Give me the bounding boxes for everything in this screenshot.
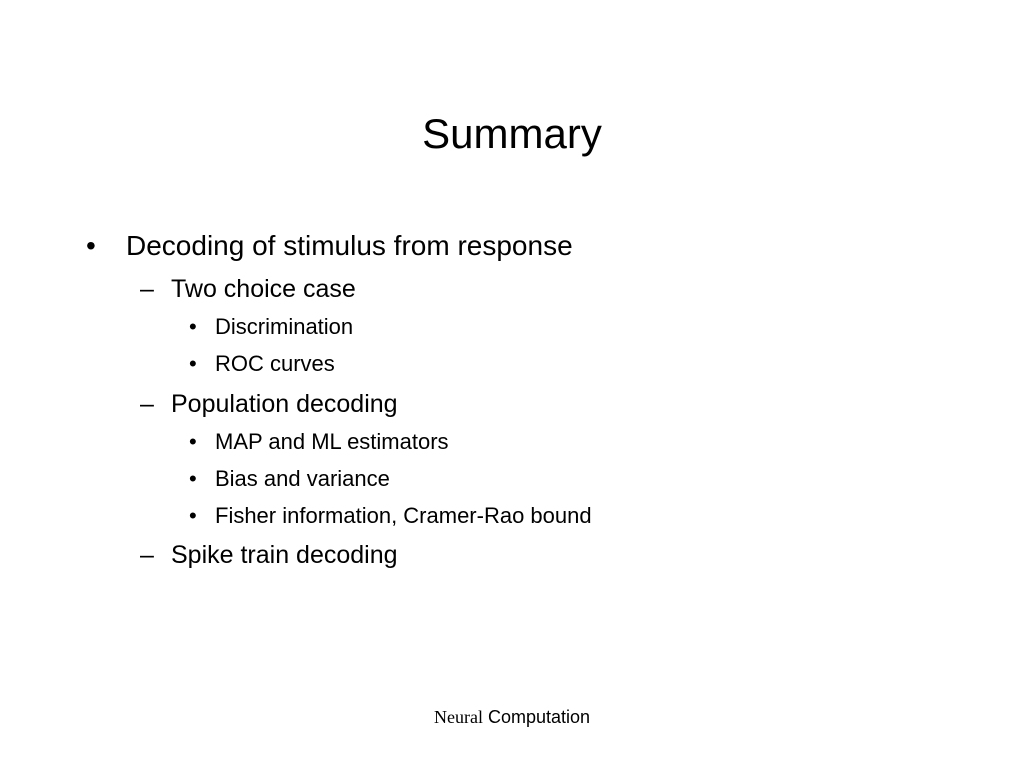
bullet-marker: • <box>189 466 197 491</box>
bullet-text: Bias and variance <box>215 466 390 491</box>
bullet-marker: • <box>86 230 96 261</box>
bullet-text: Spike train decoding <box>171 541 398 569</box>
dash-marker: – <box>140 275 154 303</box>
bullet-text: Decoding of stimulus from response <box>126 230 573 261</box>
bullet-text: Population decoding <box>171 390 398 418</box>
bullet-text: MAP and ML estimators <box>215 429 449 454</box>
footer-neural: Neural <box>433 707 483 727</box>
slide-title: Summary <box>422 110 602 157</box>
dash-marker: – <box>140 541 154 569</box>
bullet-text: Two choice case <box>171 275 356 303</box>
footer-computation: Computation <box>487 707 591 727</box>
bullet-marker: • <box>189 503 197 528</box>
dash-marker: – <box>140 390 154 418</box>
bullet-text: Discrimination <box>215 314 354 339</box>
bullet-marker: • <box>189 351 197 376</box>
bullet-marker: • <box>189 429 197 454</box>
bullet-text: ROC curves <box>215 351 335 376</box>
bullet-marker: • <box>189 314 197 339</box>
bullet-text: Fisher information, Cramer-Rao bound <box>215 503 592 528</box>
slide-footer <box>0 705 1024 729</box>
